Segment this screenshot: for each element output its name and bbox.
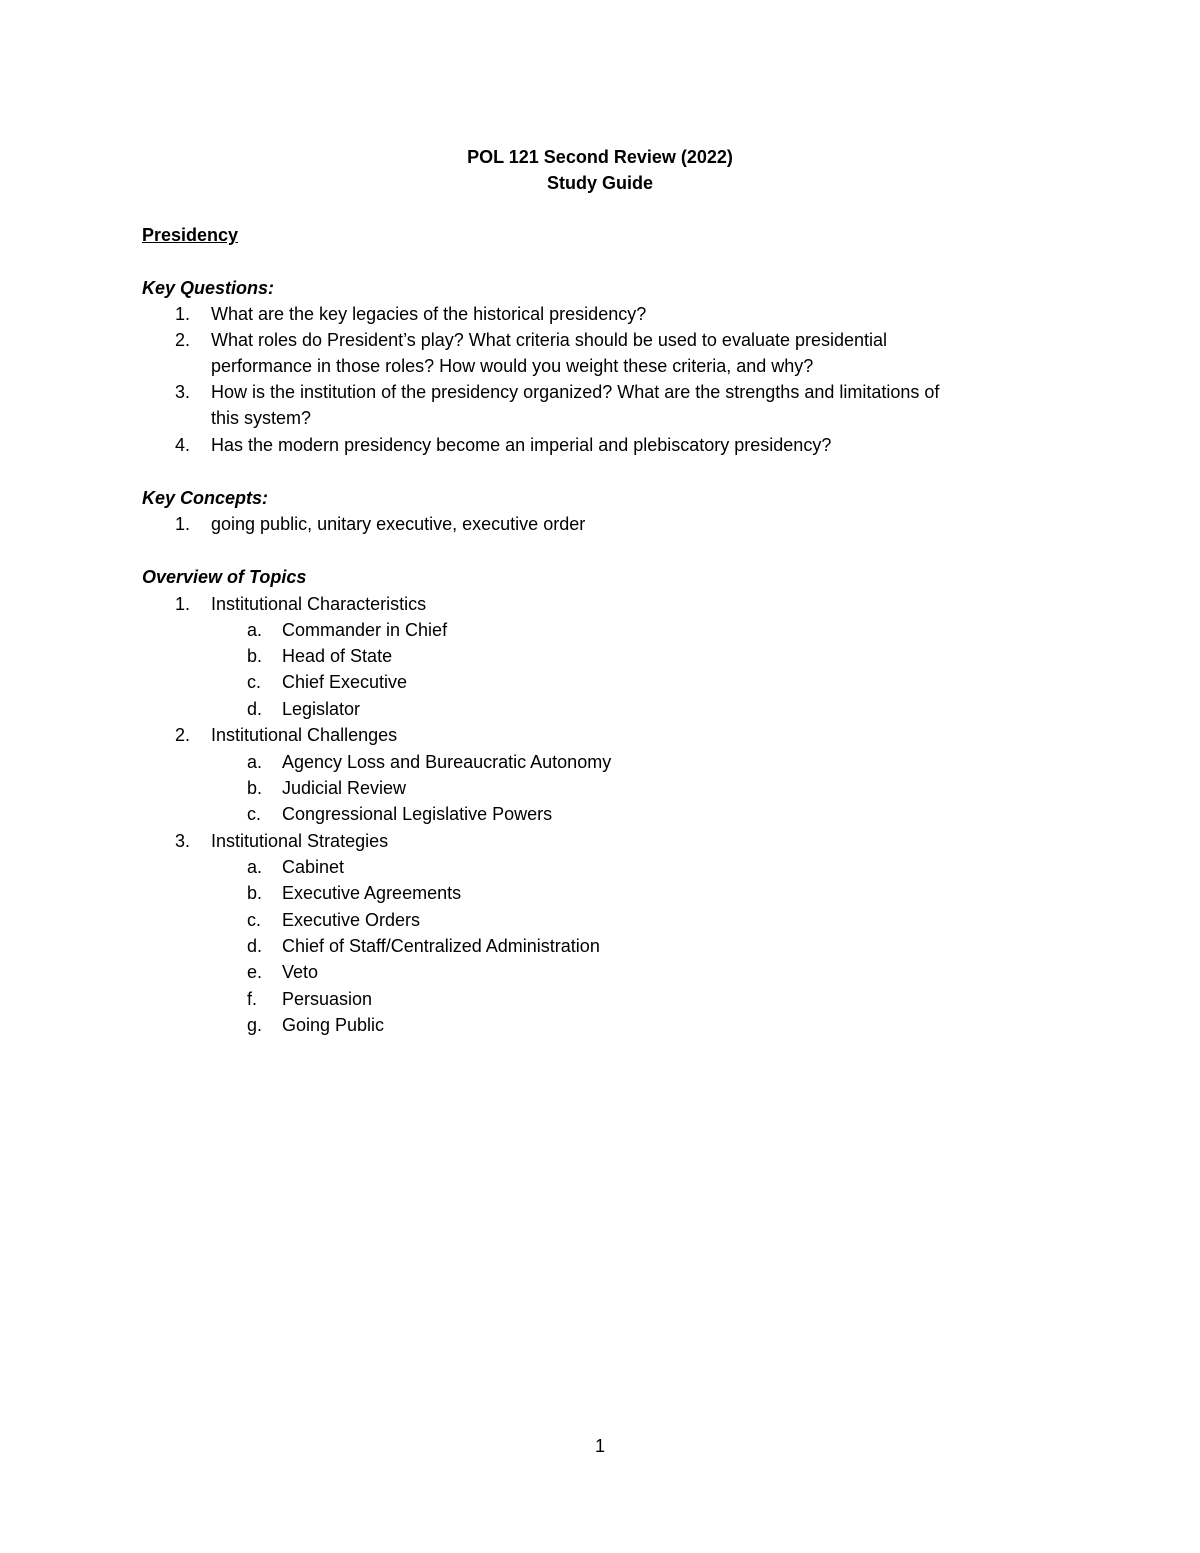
list-item: going public, unitary executive, executive order [211,514,586,534]
sub-item: Agency Loss and Bureaucratic Autonomy [282,752,612,772]
sub-letter: c. [247,910,262,930]
sub-letter: a. [247,752,263,772]
sub-item: Judicial Review [282,778,407,798]
sub-item: Going Public [282,1015,385,1035]
list-number: 3. [175,831,191,851]
sub-item: Chief Executive [282,672,408,692]
section-heading: Presidency [142,225,239,245]
topic-item: Institutional Challenges [211,725,398,745]
sub-letter: b. [247,646,263,666]
list-number: 3. [175,382,191,402]
sub-item: Persuasion [282,989,373,1009]
key-concepts-heading: Key Concepts: [142,488,269,508]
sub-item: Cabinet [282,857,345,877]
list-number: 1. [175,304,191,324]
key-questions-heading: Key Questions: [142,278,275,298]
list-number: 2. [175,725,191,745]
sub-letter: g. [247,1015,263,1035]
document-title: POL 121 Second Review (2022) [467,147,733,167]
list-item-continuation: this system? [211,408,312,428]
sub-letter: d. [247,936,263,956]
list-item: How is the institution of the presidency organized? What are the strengths and limitations of [211,382,940,402]
list-number: 4. [175,435,191,455]
list-number: 2. [175,330,191,350]
sub-item: Congressional Legislative Powers [282,804,553,824]
sub-letter: a. [247,620,263,640]
sub-item: Executive Orders [282,910,421,930]
sub-item: Legislator [282,699,361,719]
list-item: What roles do President’s play? What criteria should be used to evaluate presidential [211,330,888,350]
page-number: 1 [594,1436,605,1456]
sub-letter: b. [247,778,263,798]
sub-letter: b. [247,883,263,903]
sub-letter: c. [247,804,262,824]
sub-item: Head of State [282,646,393,666]
sub-item: Executive Agreements [282,883,462,903]
overview-heading: Overview of Topics [142,567,307,587]
list-number: 1. [175,594,191,614]
sub-letter: d. [247,699,263,719]
topic-item: Institutional Strategies [211,831,389,851]
sub-item: Chief of Staff/Centralized Administration [282,936,600,956]
list-item-continuation: performance in those roles? How would you weight these criteria, and why? [211,356,814,376]
sub-letter: c. [247,672,262,692]
topic-item: Institutional Characteristics [211,594,427,614]
sub-letter: f. [247,989,258,1009]
sub-item: Veto [282,962,319,982]
document-subtitle: Study Guide [546,173,653,193]
sub-item: Commander in Chief [282,620,448,640]
sub-letter: e. [247,962,263,982]
list-item: Has the modern presidency become an imperial and plebiscatory presidency? [211,435,832,455]
list-item: What are the key legacies of the historical presidency? [211,304,647,324]
list-number: 1. [175,514,191,534]
sub-letter: a. [247,857,263,877]
